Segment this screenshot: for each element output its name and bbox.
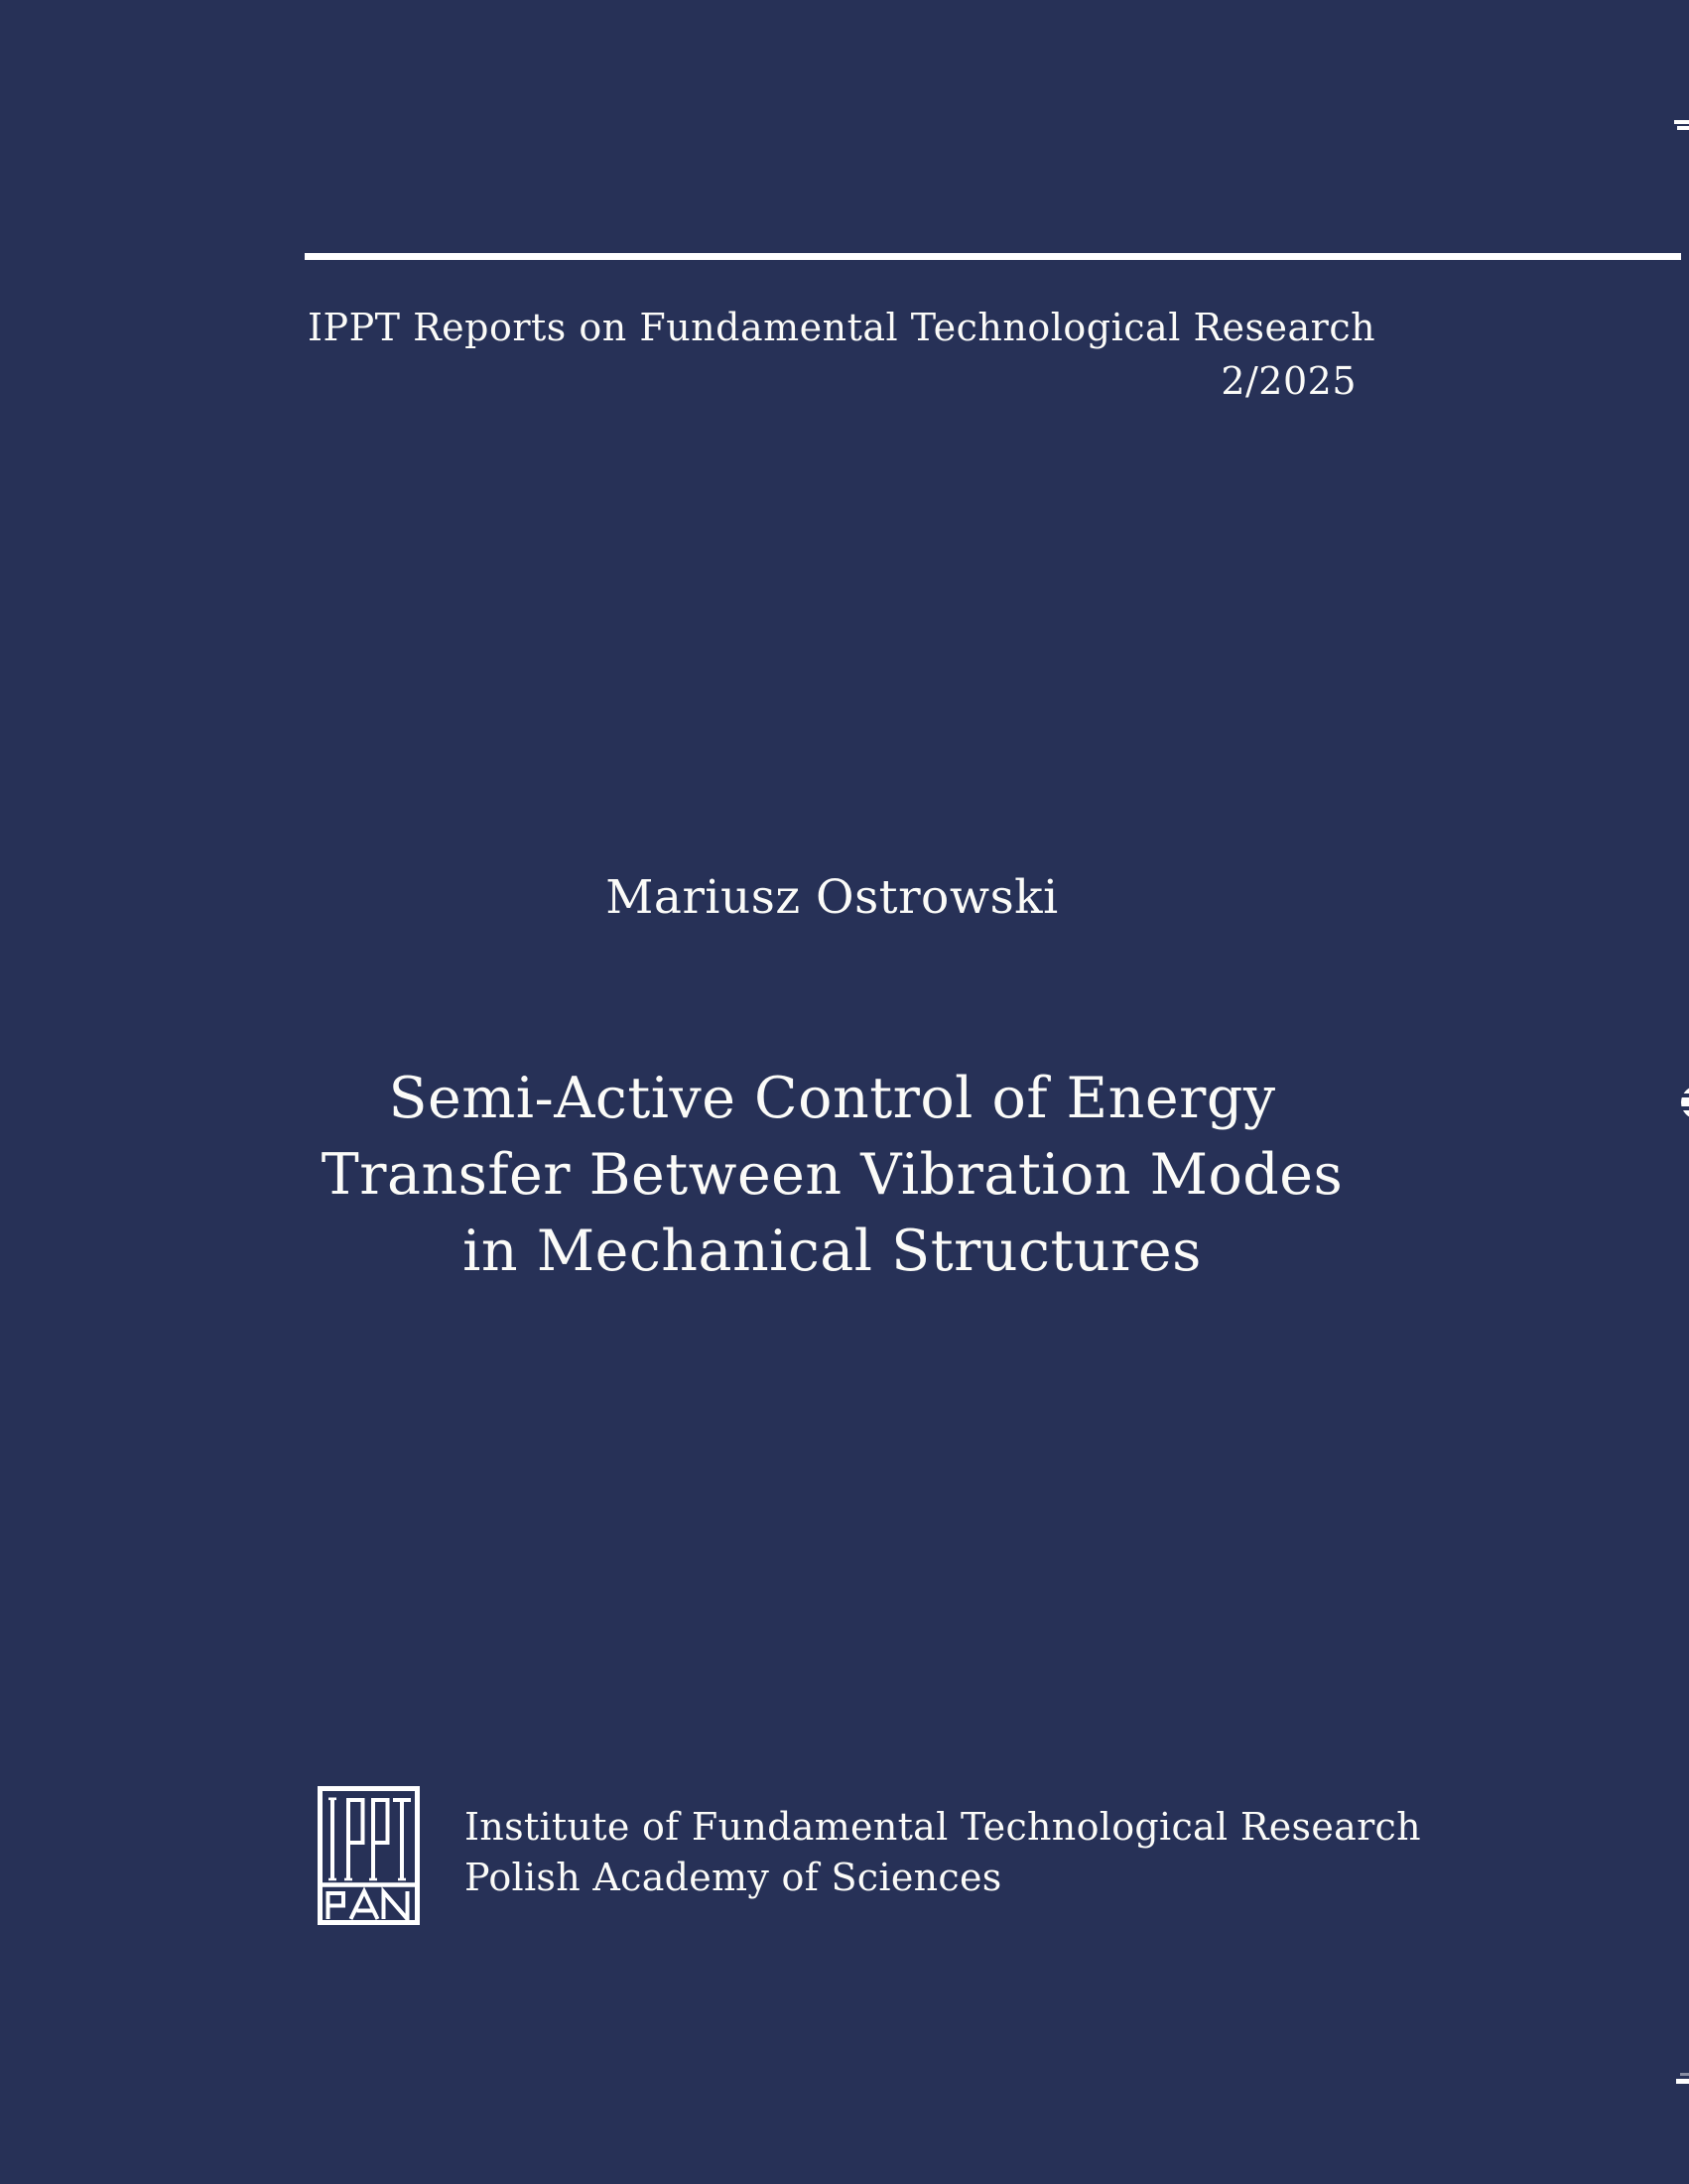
publisher-block [464, 1802, 1421, 1903]
logo-pan-letters [328, 1891, 408, 1919]
logo-ippt-letters [328, 1798, 411, 1880]
scan-mark-top-right [1674, 120, 1689, 130]
report-title [248, 1061, 1416, 1290]
series-title: IPPT Reports on Fundamental Technological Research [308, 306, 1376, 349]
report-title-line-3: in Mechanical Structures [462, 1219, 1202, 1284]
report-title-line-1: Semi-Active Control of Energy [388, 1066, 1276, 1131]
academy-name: Polish Academy of Sciences [464, 1856, 1002, 1899]
report-title-line-2: Transfer Between Vibration Modes [321, 1142, 1344, 1208]
institute-name: Institute of Fundamental Technological Research [464, 1805, 1421, 1849]
ippt-pan-logo-icon [318, 1786, 420, 1925]
author-name: Mariusz Ostrowski [605, 870, 1059, 925]
scan-mark-right-circle [1681, 1086, 1689, 1119]
issue-number: 2/2025 [1221, 359, 1357, 403]
header-rule [305, 253, 1681, 260]
scan-mark-bottom-right [1675, 2073, 1689, 2084]
